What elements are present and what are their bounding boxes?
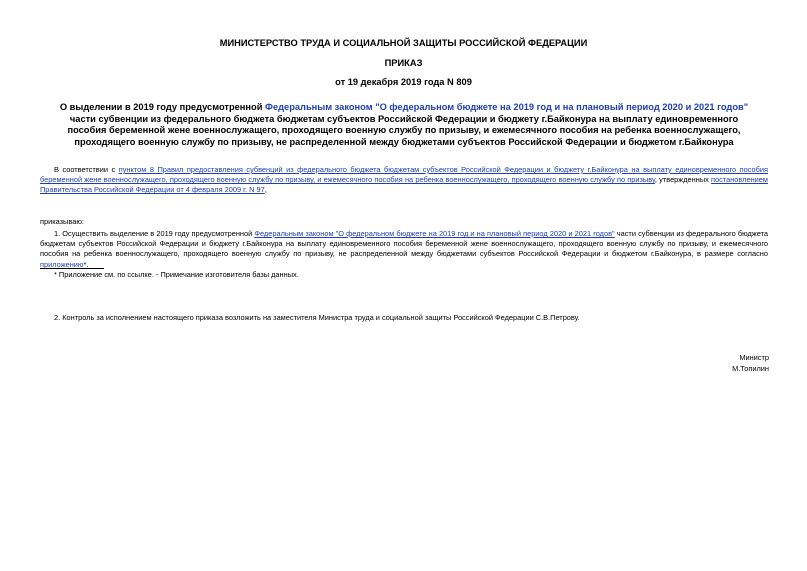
- federal-law-title-link[interactable]: Федеральным законом "О федеральном бюджете на 2019 год и на плановый период 2020 и 2021 годов": [265, 102, 749, 112]
- doc-type-heading: ПРИКАЗ: [384, 58, 423, 68]
- preamble-part1: В соответствии с: [54, 165, 119, 174]
- item1-part3: *.: [83, 259, 89, 269]
- preamble-paragraph: [40, 165, 768, 196]
- preamble-part2: , утвержденных: [654, 175, 711, 185]
- appendix-link[interactable]: приложению: [40, 259, 84, 269]
- federal-law-item1-link[interactable]: Федеральным законом "О федеральном бюджете на 2019 год и на плановый период 2020 и 2021 годов": [254, 229, 615, 238]
- preamble-part3: ,: [264, 185, 267, 195]
- title-part2: части субвенции из федерального бюджета бюджетам субъектов Российской Федерации и бюджету г.Байконура на выплату единовременного пособия беременной жене военнослужащего, проходящего военную службу по призыву, и ежемесячного пособия на ребенка военнослужащего, проходящего военную службу по призыву, не распределенной между бюджетами субъектов Российской Федерации и бюджетом г.Байконура: [67, 113, 741, 147]
- footnote-divider: [40, 268, 104, 269]
- government-decree-link[interactable]: постановлением Правительства Российской Федерации от 4 февраля 2009 г. N 97: [40, 175, 768, 195]
- item2-paragraph: 2. Контроль за исполнением настоящего приказа возложить на заместителя Министра труда и социальной защиты Российской Федерации С.В.Петрову.: [54, 313, 580, 322]
- signatory-name: М.Топилин: [732, 364, 769, 373]
- item1-part2: части субвенции из федерального бюджета бюджетам субъектов Российской Федерации и бюджету г.Байконура на выплату единовременного пособия беременной жене военнослужащего, проходящего военную службу по призыву, и ежемесячного пособия на ребенка военнослужащего, проходящего военную службу по призыву, не распределенной между бюджетами субъектов Российской Федерации и бюджетом г.Байконура, в размере согласно: [40, 229, 768, 259]
- item1-part1: 1. Осуществить выделение в 2019 году предусмотренной: [54, 229, 255, 238]
- footnote-text: * Приложение см. по ссылке. - Примечание изготовителя базы данных.: [54, 270, 299, 279]
- order-word: приказываю:: [40, 217, 84, 226]
- title-part1: О выделении в 2019 году предусмотренной: [59, 102, 266, 112]
- date-number-heading: от 19 декабря 2019 года N 809: [335, 77, 472, 87]
- rules-paragraph8-link[interactable]: пунктом 8 Правил предоставления субвенций из федерального бюджета бюджетам субъектов Российской Федерации и бюджету г.Байконура на выплату единовременного пособия беременной жене военнослужащего, проходящего военную службу по призыву, и ежемесячного пособия на ребенка военнослужащего, проходящего военную службу по призыву: [40, 165, 769, 185]
- item1-paragraph: [40, 229, 768, 270]
- signatory-position: Министр: [739, 353, 769, 362]
- document-title: [58, 102, 750, 148]
- ministry-heading: МИНИСТЕРСТВО ТРУДА И СОЦИАЛЬНОЙ ЗАЩИТЫ РОССИЙСКОЙ ФЕДЕРАЦИИ: [219, 38, 588, 48]
